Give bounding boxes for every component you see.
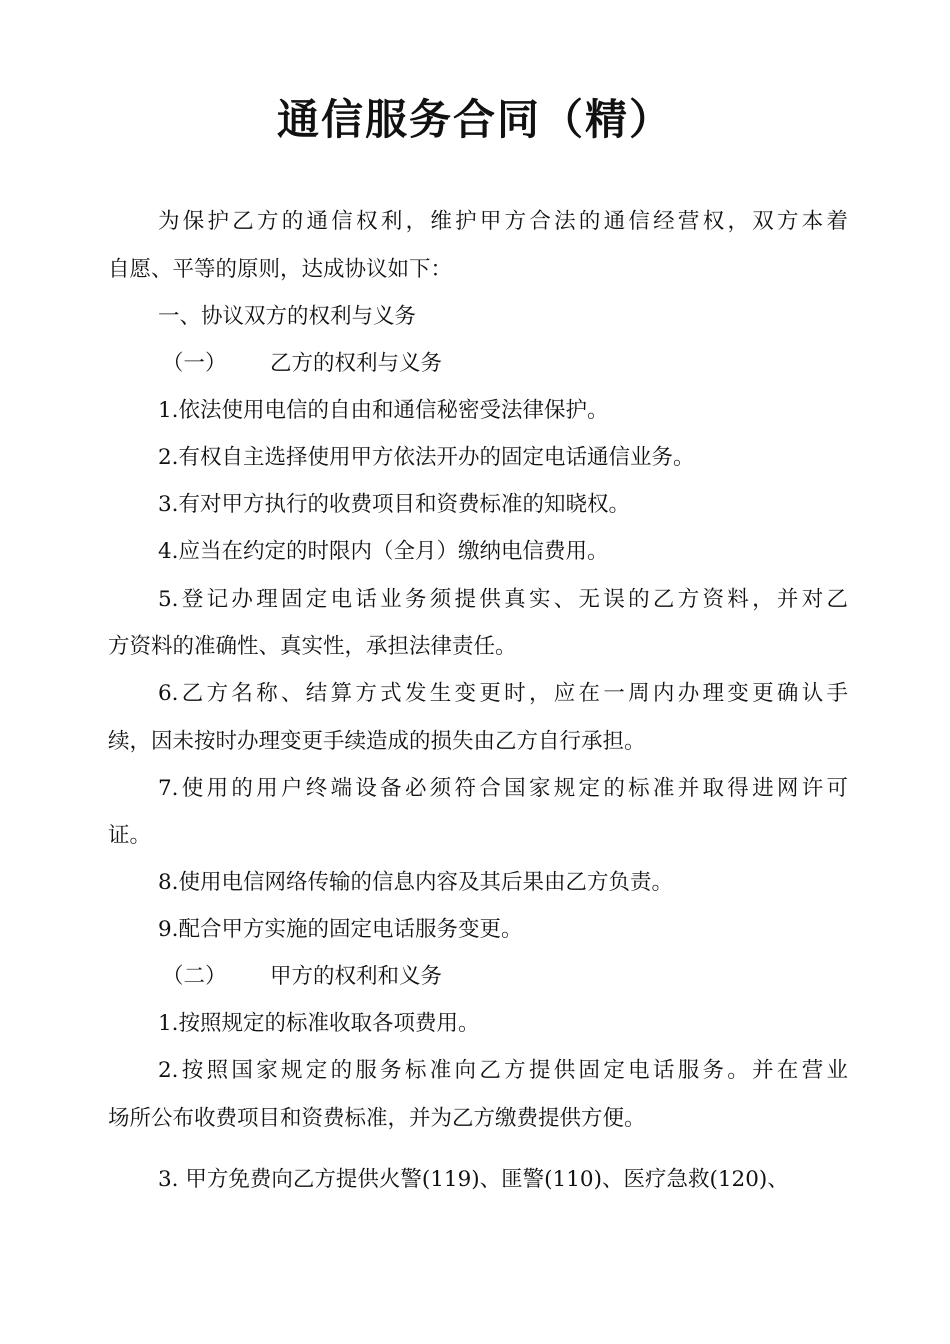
party-b-item-7-line-2: 证。 bbox=[108, 823, 152, 848]
party-b-item-1: 1.依法使用电信的自由和通信秘密受法律保护。 bbox=[158, 398, 609, 423]
party-b-item-6-line-2: 续，因未按时办理变更手续造成的损失由乙方自行承担。 bbox=[108, 729, 646, 754]
party-b-item-9: 9.配合甲方实施的固定电话服务变更。 bbox=[158, 917, 523, 942]
subsection-number-2: （二） bbox=[162, 964, 227, 989]
intro-paragraph-line-2: 自愿、平等的原则，达成协议如下： bbox=[108, 257, 453, 282]
party-b-item-5-line-1: 5.登记办理固定电话业务须提供真实、无误的乙方资料，并对乙 bbox=[158, 587, 848, 612]
party-b-item-6-line-1: 6.乙方名称、结算方式发生变更时，应在一周内办理变更确认手 bbox=[158, 681, 848, 706]
party-b-item-2: 2.有权自主选择使用甲方依法开办的固定电话通信业务。 bbox=[158, 445, 695, 470]
party-a-item-2-line-2: 场所公布收费项目和资费标准，并为乙方缴费提供方便。 bbox=[108, 1106, 646, 1131]
party-b-item-8: 8.使用电信网络传输的信息内容及其后果由乙方负责。 bbox=[158, 870, 674, 895]
subsection-number-1: （一） bbox=[162, 351, 227, 376]
party-b-item-3: 3.有对甲方执行的收费项目和资费标准的知晓权。 bbox=[158, 492, 631, 517]
intro-paragraph-line-1: 为保护乙方的通信权利，维护甲方合法的通信经营权，双方本着 bbox=[158, 209, 848, 234]
subsection-heading-2: 甲方的权利和义务 bbox=[270, 964, 443, 989]
party-b-item-7-line-1: 7.使用的用户终端设备必须符合国家规定的标准并取得进网许可 bbox=[158, 776, 848, 801]
party-b-item-5-line-2: 方资料的准确性、真实性，承担法律责任。 bbox=[108, 634, 517, 659]
subsection-heading-1: 乙方的权利与义务 bbox=[270, 351, 443, 376]
party-a-item-1: 1.按照规定的标准收取各项费用。 bbox=[158, 1011, 480, 1036]
document-title: 通信服务合同（精） bbox=[276, 95, 673, 144]
party-a-item-2-line-1: 2.按照国家规定的服务标准向乙方提供固定电话服务。并在营业 bbox=[158, 1058, 848, 1083]
section-heading-1: 一、协议双方的权利与义务 bbox=[158, 304, 417, 329]
party-a-item-3: 3. 甲方免费向乙方提供火警(119)、匪警(110)、医疗急救(120)、 bbox=[158, 1167, 789, 1192]
party-b-item-4: 4.应当在约定的时限内（全月）缴纳电信费用。 bbox=[158, 539, 609, 564]
